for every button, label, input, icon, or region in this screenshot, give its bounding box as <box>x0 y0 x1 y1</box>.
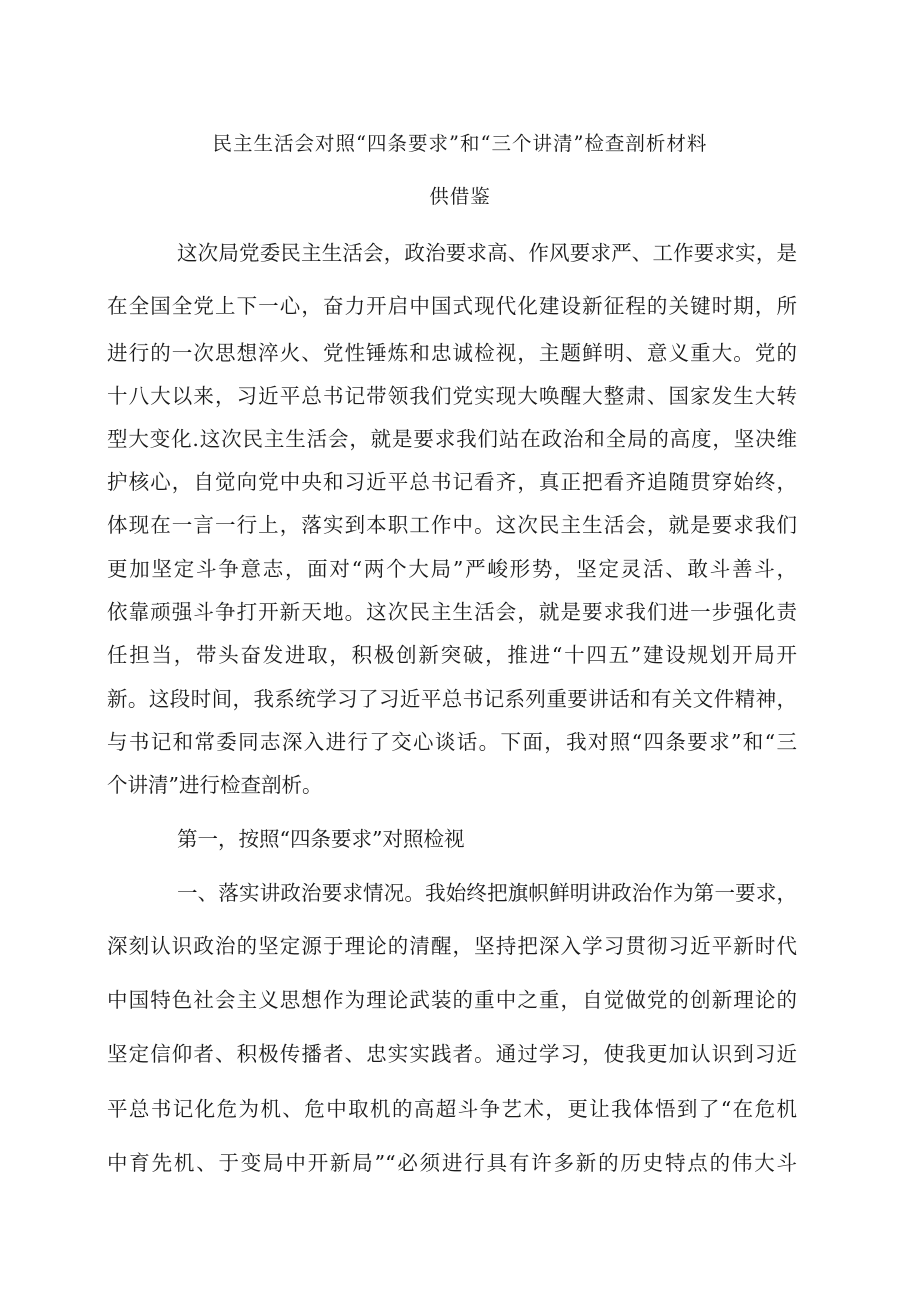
paragraph-2-line: 深刻认识政治的坚定源于理论的清醒，坚持把深入学习贯彻习近平新时代 <box>107 934 797 958</box>
paragraph-1-line: 进行的一次思想淬火、党性锤炼和忠诚检视，主题鲜明、意义重大。党的 <box>107 341 797 365</box>
paragraph-2-line: 平总书记化危为机、危中取机的高超斗争艺术，更让我体悟到了“在危机 <box>107 1097 797 1121</box>
paragraph-1-line: 与书记和常委同志深入进行了交心谈话。下面，我对照“四条要求”和“三 <box>107 730 797 754</box>
paragraph-2-line: 中国特色社会主义思想作为理论武装的重中之重，自觉做党的创新理论的 <box>107 988 797 1012</box>
paragraph-1-line: 新。这段时间，我系统学习了习近平总书记系列重要讲话和有关文件精神， <box>107 687 797 711</box>
paragraph-1-line: 任担当，带头奋发进取，积极创新突破，推进“十四五”建设规划开局开 <box>107 643 797 667</box>
document-title: 民主生活会对照“四条要求”和“三个讲清”检查剖析材料 <box>212 132 708 155</box>
paragraph-2-line: 坚定信仰者、积极传播者、忠实实践者。通过学习，使我更加认识到习近 <box>107 1042 797 1066</box>
paragraph-1-line: 更加坚定斗争意志，面对“两个大局”严峻形势，坚定灵活、敢斗善斗， <box>107 557 797 581</box>
paragraph-2-line: 中育先机、于变局中开新局”“必须进行具有许多新的历史特点的伟大斗 <box>107 1151 797 1175</box>
paragraph-2-line: 一、落实讲政治要求情况。我始终把旗帜鲜明讲政治作为第一要求， <box>177 881 797 905</box>
paragraph-1-line: 型大变化.这次民主生活会，就是要求我们站在政治和全局的高度，坚决维 <box>107 427 797 451</box>
document-subtitle: 供借鉴 <box>429 185 491 208</box>
paragraph-1-line: 这次局党委民主生活会，政治要求高、作风要求严、工作要求实，是 <box>177 241 797 265</box>
paragraph-1-line: 十八大以来，习近平总书记带领我们党实现大唤醒大整肃、国家发生大转 <box>107 384 797 408</box>
section-heading: 第一，按照“四条要求”对照检视 <box>177 827 465 851</box>
paragraph-1-line: 个讲清”进行检查剖析。 <box>107 773 323 797</box>
paragraph-1-line: 护核心，自觉向党中央和习近平总书记看齐，真正把看齐追随贯穿始终， <box>107 470 797 494</box>
paragraph-1-line: 依靠顽强斗争打开新天地。这次民主生活会，就是要求我们进一步强化责 <box>107 600 797 624</box>
paragraph-1-line: 体现在一言一行上，落实到本职工作中。这次民主生活会，就是要求我们 <box>107 513 797 537</box>
paragraph-1-line: 在全国全党上下一心，奋力开启中国式现代化建设新征程的关键时期，所 <box>107 294 797 318</box>
